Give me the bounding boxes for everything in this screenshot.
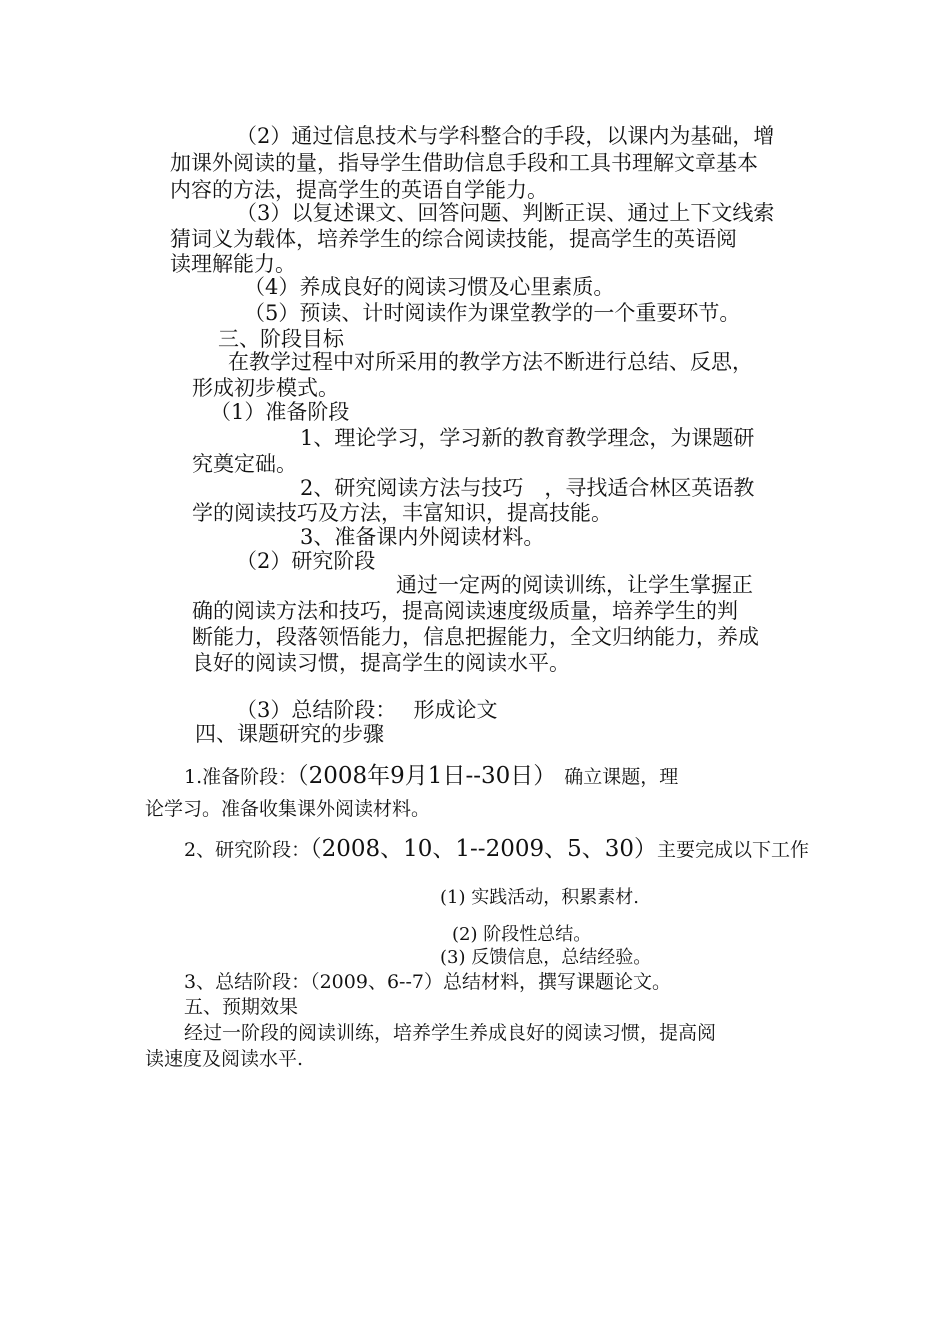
prepare-item-2-line1: 2、研究阅读方法与技巧 ，寻找适合林区英语教 <box>300 476 755 500</box>
para-stage-goals-line2: 形成初步模式。 <box>192 376 339 400</box>
step-2-tasks: 主要完成以下工作 <box>657 839 810 861</box>
step-2-dates: （2008、10、1--2009、5、30） <box>310 836 658 862</box>
step-2-subitem-2: (2) 阶段性总结。 <box>452 924 592 945</box>
para-item-3-line2: 猜词义为载体，培养学生的综合阅读技能，提高学生的英语阅 <box>170 227 737 251</box>
para-item-2-line2: 加课外阅读的量，指导学生借助信息手段和工具书理解文章基本 <box>170 151 758 175</box>
step-2-subitem-1: (1) 实践活动，积累素材. <box>440 887 639 908</box>
para-item-4: （4）养成良好的阅读习惯及心里素质。 <box>244 275 615 299</box>
step-1-line2: 论学习。准备收集课外阅读材料。 <box>145 798 431 820</box>
heading-expected-results: 五、预期效果 <box>184 996 299 1018</box>
para-item-5: （5）预读、计时阅读作为课堂教学的一个重要环节。 <box>244 301 741 325</box>
step-1-line1 <box>184 765 678 788</box>
step-3-line: 3、总结阶段：（2009、6--7）总结材料，撰写课题论文。 <box>184 971 671 993</box>
heading-stage-goals: 三、阶段目标 <box>218 327 344 351</box>
research-para-line3: 断能力，段落领悟能力，信息把握能力，全文归纳能力，养成 <box>192 625 759 649</box>
research-para-line1: 通过一定两的阅读训练，让学生掌握正 <box>396 573 753 597</box>
prepare-item-2-line2: 学的阅读技巧及方法，丰富知识，提高技能。 <box>192 501 612 525</box>
para-item-3-line1: （3）以复述课文、回答问题、判断正误、通过上下文线索 <box>236 201 775 225</box>
expected-results-line1: 经过一阶段的阅读训练，培养学生养成良好的阅读习惯，提高阅 <box>184 1022 717 1044</box>
step-1-label: 1.准备阶段： <box>184 766 298 788</box>
subheading-summary-stage: （3）总结阶段： 形成论文 <box>236 698 498 722</box>
prepare-item-3: 3、准备课内外阅读材料。 <box>300 525 545 549</box>
para-item-3-line3: 读理解能力。 <box>170 252 296 276</box>
research-para-line4: 良好的阅读习惯，提高学生的阅读水平。 <box>192 651 570 675</box>
step-1-dates: （2008年9月1日--30日） <box>297 763 557 789</box>
prepare-item-1-line2: 究奠定础。 <box>192 452 297 476</box>
step-2-line <box>184 838 809 861</box>
para-stage-goals-line1: 在教学过程中对所采用的教学方法不断进行总结、反思， <box>228 350 753 374</box>
step-1-tasks: 确立课题，理 <box>564 766 679 788</box>
para-item-2-line1: （2）通过信息技术与学科整合的手段，以课内为基础，增 <box>236 124 775 148</box>
research-para-line2: 确的阅读方法和技巧，提高阅读速度级质量，培养学生的判 <box>192 599 738 623</box>
step-2-label: 2、研究阶段： <box>184 839 311 861</box>
subheading-research-stage: （2）研究阶段 <box>236 549 376 573</box>
step-2-subitem-3: (3) 反馈信息，总结经验。 <box>440 947 652 968</box>
heading-research-steps: 四、课题研究的步骤 <box>195 722 384 746</box>
prepare-item-1-line1: 1、理论学习，学习新的教育教学理念，为课题研 <box>300 426 755 450</box>
subheading-prepare-stage: （1）准备阶段 <box>210 400 350 424</box>
expected-results-line2: 读速度及阅读水平. <box>145 1048 304 1070</box>
para-item-2-line3: 内容的方法，提高学生的英语自学能力。 <box>170 178 548 202</box>
